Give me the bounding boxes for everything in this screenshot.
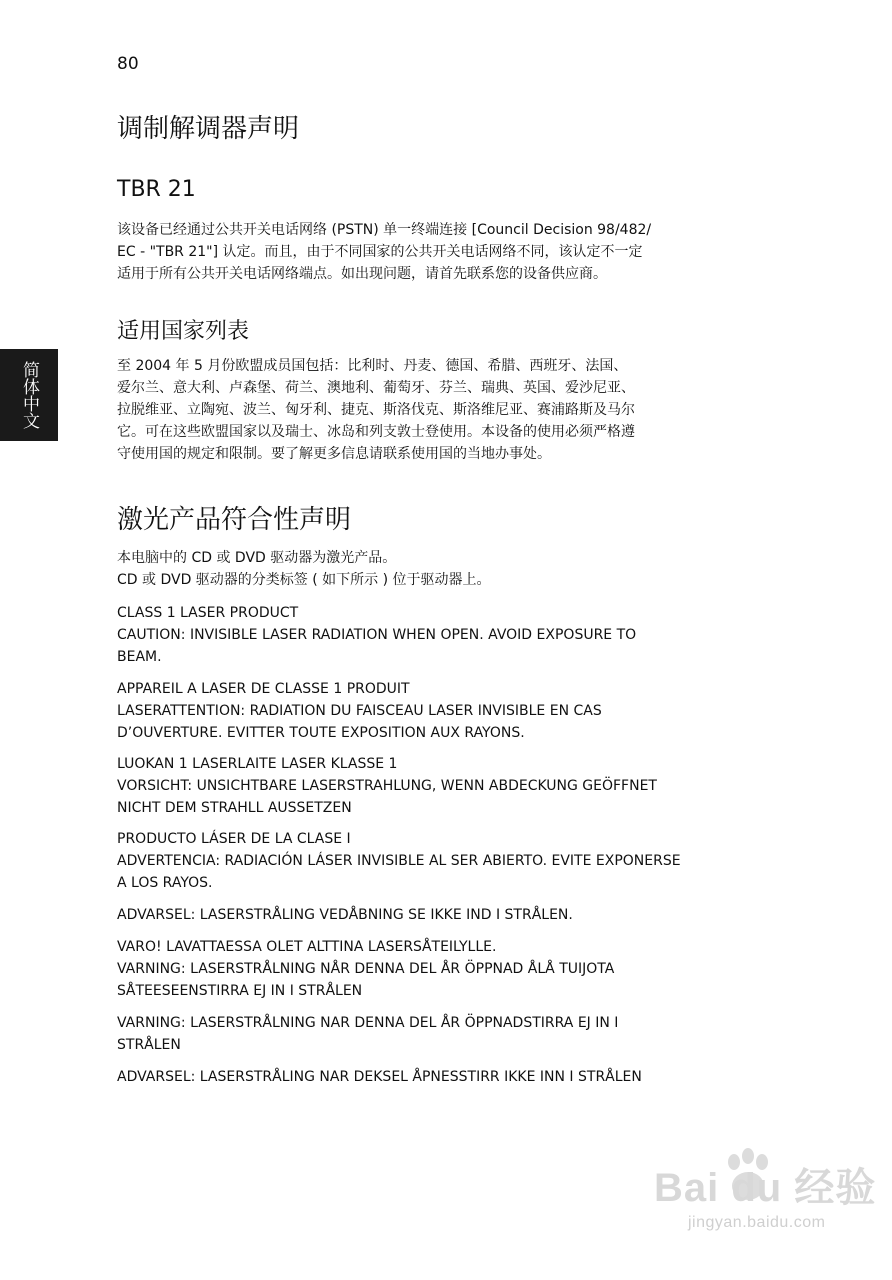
tbr21-heading: TBR 21 bbox=[117, 177, 196, 202]
laser-block-fi-sv bbox=[117, 936, 767, 1002]
laser-line: LASERATTENTION: RADIATION DU FAISCEAU LASER INVISIBLE EN CAS bbox=[117, 703, 602, 719]
laser-line: APPAREIL A LASER DE CLASSE 1 PRODUIT bbox=[117, 681, 410, 697]
laser-line: VARO! LAVATTAESSA OLET ALTTINA LASERSÅTEILYLLE. bbox=[117, 939, 497, 955]
laser-block-da bbox=[117, 904, 767, 926]
laser-line: A LOS RAYOS. bbox=[117, 875, 213, 891]
page-number: 80 bbox=[117, 54, 139, 74]
laser-line: ADVARSEL: LASERSTRÅLING VEDÅBNING SE IKKE IND I STRÅLEN. bbox=[117, 907, 573, 923]
countries-line: 守使用国的规定和限制。要了解更多信息请联系使用国的当地办事处。 bbox=[117, 446, 551, 462]
laser-line: CAUTION: INVISIBLE LASER RADIATION WHEN OPEN. AVOID EXPOSURE TO bbox=[117, 627, 637, 643]
laser-line: VORSICHT: UNSICHTBARE LASERSTRAHLUNG, WENN ABDECKUNG GEÖFFNET bbox=[117, 778, 657, 794]
watermark-logo-text: Bai du 经验 bbox=[654, 1166, 877, 1210]
laser-intro-line: 本电脑中的 CD 或 DVD 驱动器为激光产品。 bbox=[117, 550, 397, 566]
laser-line: VARNING: LASERSTRÅLNING NAR DENNA DEL ÅR ÖPPNADSTIRRA EJ IN I bbox=[117, 1015, 619, 1031]
laser-block-en bbox=[117, 602, 767, 668]
laser-block-de bbox=[117, 753, 767, 819]
tbr21-line: 该设备已经通过公共开关电话网络 (PSTN) 单一终端连接 [Council Decision 98/482/ bbox=[117, 222, 652, 238]
laser-line: ADVARSEL: LASERSTRÅLING NAR DEKSEL ÅPNESSTIRR IKKE INN I STRÅLEN bbox=[117, 1069, 642, 1085]
laser-line: ADVERTENCIA: RADIACIÓN LÁSER INVISIBLE AL SER ABIERTO. EVITE EXPONERSE bbox=[117, 853, 681, 869]
laser-block-no bbox=[117, 1066, 767, 1088]
laser-line: D’OUVERTURE. EVITTER TOUTE EXPOSITION AUX RAYONS. bbox=[117, 725, 525, 741]
laser-block-fr bbox=[117, 678, 767, 744]
side-tab-label: 简体中文 bbox=[19, 361, 39, 429]
laser-line: SÅTEESEENSTIRRA EJ IN I STRÅLEN bbox=[117, 983, 363, 999]
countries-line: 它。可在这些欧盟国家以及瑞士、冰岛和列支敦士登使用。本设备的使用必须严格遵 bbox=[117, 424, 635, 440]
laser-line: NICHT DEM STRAHLL AUSSETZEN bbox=[117, 800, 352, 816]
laser-intro-paragraph bbox=[117, 547, 767, 591]
tbr21-line: EC - "TBR 21"] 认定。而且，由于不同国家的公共开关电话网络不同，该认定不一定 bbox=[117, 244, 643, 260]
tbr21-line: 适用于所有公共开关电话网络端点。如出现问题，请首先联系您的设备供应商。 bbox=[117, 266, 607, 282]
tbr21-paragraph bbox=[117, 219, 767, 285]
laser-compliance-heading: 激光产品符合性声明 bbox=[117, 505, 352, 535]
countries-heading: 适用国家列表 bbox=[117, 319, 250, 344]
countries-line: 拉脱维亚、立陶宛、波兰、匈牙利、捷克、斯洛伐克、斯洛维尼亚、赛浦路斯及马尔 bbox=[117, 402, 635, 418]
laser-intro-line: CD 或 DVD 驱动器的分类标签 ( 如下所示 ) 位于驱动器上。 bbox=[117, 572, 491, 588]
laser-line: STRÅLEN bbox=[117, 1037, 181, 1053]
countries-line: 至 2004 年 5 月份欧盟成员国包括：比利时、丹麦、德国、希腊、西班牙、法国、 bbox=[117, 358, 628, 374]
laser-line: BEAM. bbox=[117, 649, 162, 665]
countries-line: 爱尔兰、意大利、卢森堡、荷兰、澳地利、葡萄牙、芬兰、瑞典、英国、爱沙尼亚、 bbox=[117, 380, 635, 396]
laser-line: VARNING: LASERSTRÅLNING NÅR DENNA DEL ÅR ÖPPNAD ÅLÅ TUIJOTA bbox=[117, 961, 615, 977]
laser-line: LUOKAN 1 LASERLAITE LASER KLASSE 1 bbox=[117, 756, 398, 772]
language-side-tab bbox=[0, 349, 58, 441]
laser-line: CLASS 1 LASER PRODUCT bbox=[117, 605, 299, 621]
laser-block-es bbox=[117, 828, 767, 894]
laser-line: PRODUCTO LÁSER DE LA CLASE I bbox=[117, 831, 351, 847]
countries-paragraph bbox=[117, 355, 767, 465]
laser-block-sv bbox=[117, 1012, 767, 1056]
watermark-url: jingyan.baidu.com bbox=[688, 1214, 826, 1231]
baidu-jingyan-watermark bbox=[654, 1148, 877, 1248]
modem-statement-heading: 调制解调器声明 bbox=[117, 114, 300, 144]
